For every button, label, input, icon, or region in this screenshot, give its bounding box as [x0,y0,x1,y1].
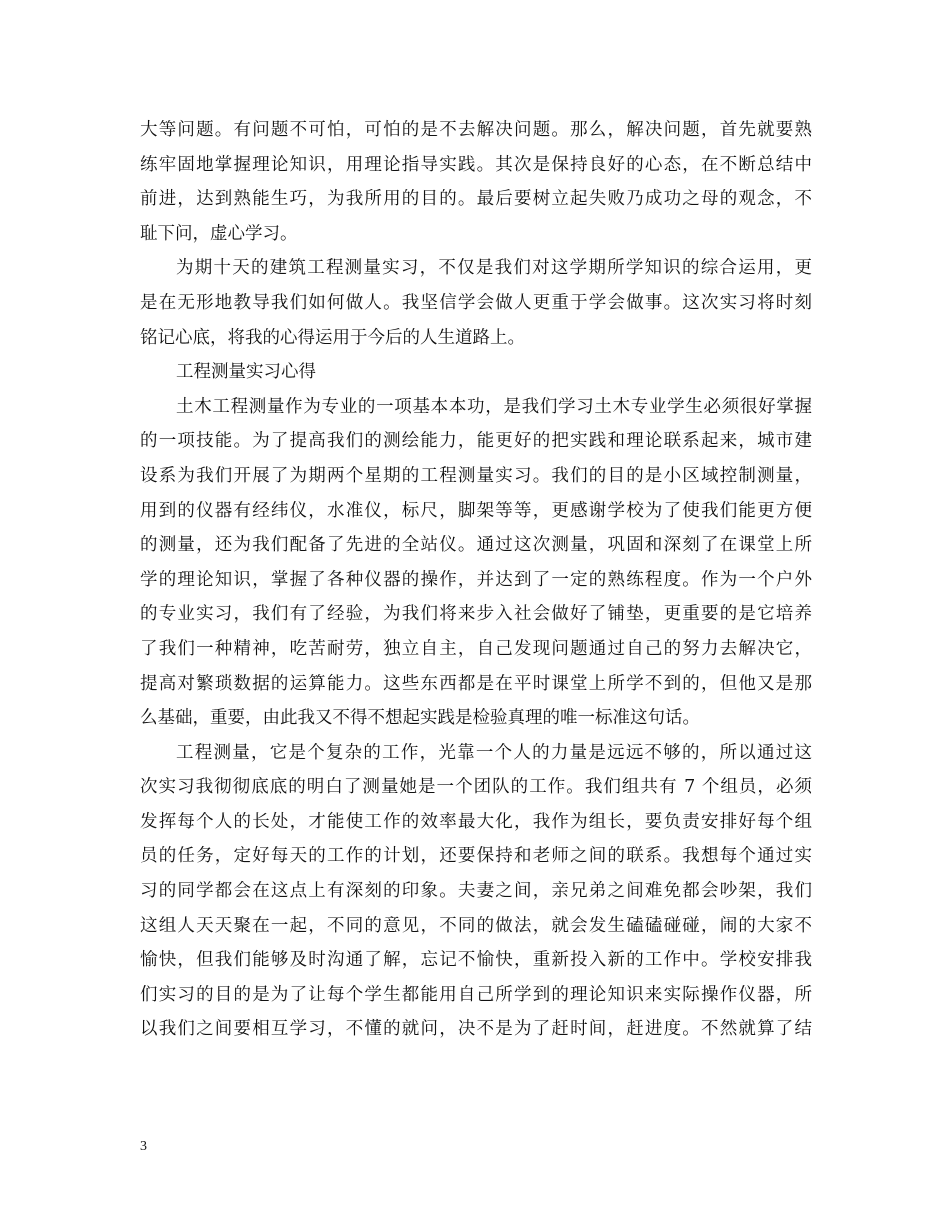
text-line: 设系为我们开展了为期两个星期的工程测量实习。我们的目的是小区域控制测量， [140,465,812,486]
text-line: 么基础，重要，由此我又不得不想起实践是检验真理的唯一标准这句话。 [140,708,700,729]
text-line: 次实习我彻彻底底的明白了测量她是一个团队的工作。我们组共有 7 个组员，必须 [140,777,812,798]
text-line: 习的同学都会在这点上有深刻的印象。夫妻之间，亲兄弟之间难免都会吵架，我们 [140,881,812,902]
text-line: 为期十天的建筑工程测量实习，不仅是我们对这学期所学知识的综合运用，更 [176,258,812,279]
text-line: 大等问题。有问题不可怕，可怕的是不去解决问题。那么，解决问题，首先就要熟 [140,120,812,140]
text-line: 练牢固地掌握理论知识，用理论指导实践。其次是保持良好的心态，在不断总结中 [140,154,812,175]
text-line: 前进，达到熟能生巧，为我所用的目的。最后要树立起失败乃成功之母的观念，不 [140,189,812,210]
text-line: 用到的仪器有经纬仪，水准仪，标尺，脚架等等，更感谢学校为了使我们能更方便 [140,500,812,521]
text-line: 工程测量实习心得 [176,362,316,383]
text-line: 土木工程测量作为专业的一项基本本功，是我们学习土木专业学生必须很好掌握 [176,396,812,417]
text-line: 是在无形地教导我们如何做人。我坚信学会做人更重于学会做事。这次实习将时刻 [140,292,812,313]
text-line: 这组人天天聚在一起，不同的意见，不同的做法，就会发生磕磕碰碰，闹的大家不 [140,915,812,936]
text-line: 工程测量，它是个复杂的工作，光靠一个人的力量是远远不够的，所以通过这 [176,742,812,763]
text-line: 们实习的目的是为了让每个学生都能用自己所学到的理论知识来实际操作仪器，所 [140,984,812,1005]
text-line: 以我们之间要相互学习，不懂的就问，决不是为了赶时间，赶进度。不然就算了结 [140,1019,812,1040]
body-text [140,113,812,1047]
text-line: 的专业实习，我们有了经验，为我们将来步入社会做好了铺垫，更重要的是它培养 [140,604,812,625]
text-line: 提高对繁琐数据的运算能力。这些东西都是在平时课堂上所学不到的，但他又是那 [140,673,812,694]
text-line: 耻下问，虚心学习。 [140,223,298,244]
text-line: 学的理论知识，掌握了各种仪器的操作，并达到了一定的熟练程度。作为一个户外 [140,569,812,590]
text-line: 铭记心底，将我的心得运用于今后的人生道路上。 [140,327,525,348]
text-line: 了我们一种精神，吃苦耐劳，独立自主，自己发现问题通过自己的努力去解决它， [140,638,812,659]
text-line: 愉快，但我们能够及时沟通了解，忘记不愉快，重新投入新的工作中。学校安排我 [140,950,812,971]
text-line: 的测量，还为我们配备了先进的全站仪。通过这次测量，巩固和深刻了在课堂上所 [140,535,812,556]
page-number: 3 [140,1139,147,1154]
text-line: 发挥每个人的长处，才能使工作的效率最大化，我作为组长，要负责安排好每个组 [140,811,812,832]
text-line: 员的任务，定好每天的工作的计划，还要保持和老师之间的联系。我想每个通过实 [140,846,812,867]
text-line: 的一项技能。为了提高我们的测绘能力，能更好的把实践和理论联系起来，城市建 [140,431,812,452]
